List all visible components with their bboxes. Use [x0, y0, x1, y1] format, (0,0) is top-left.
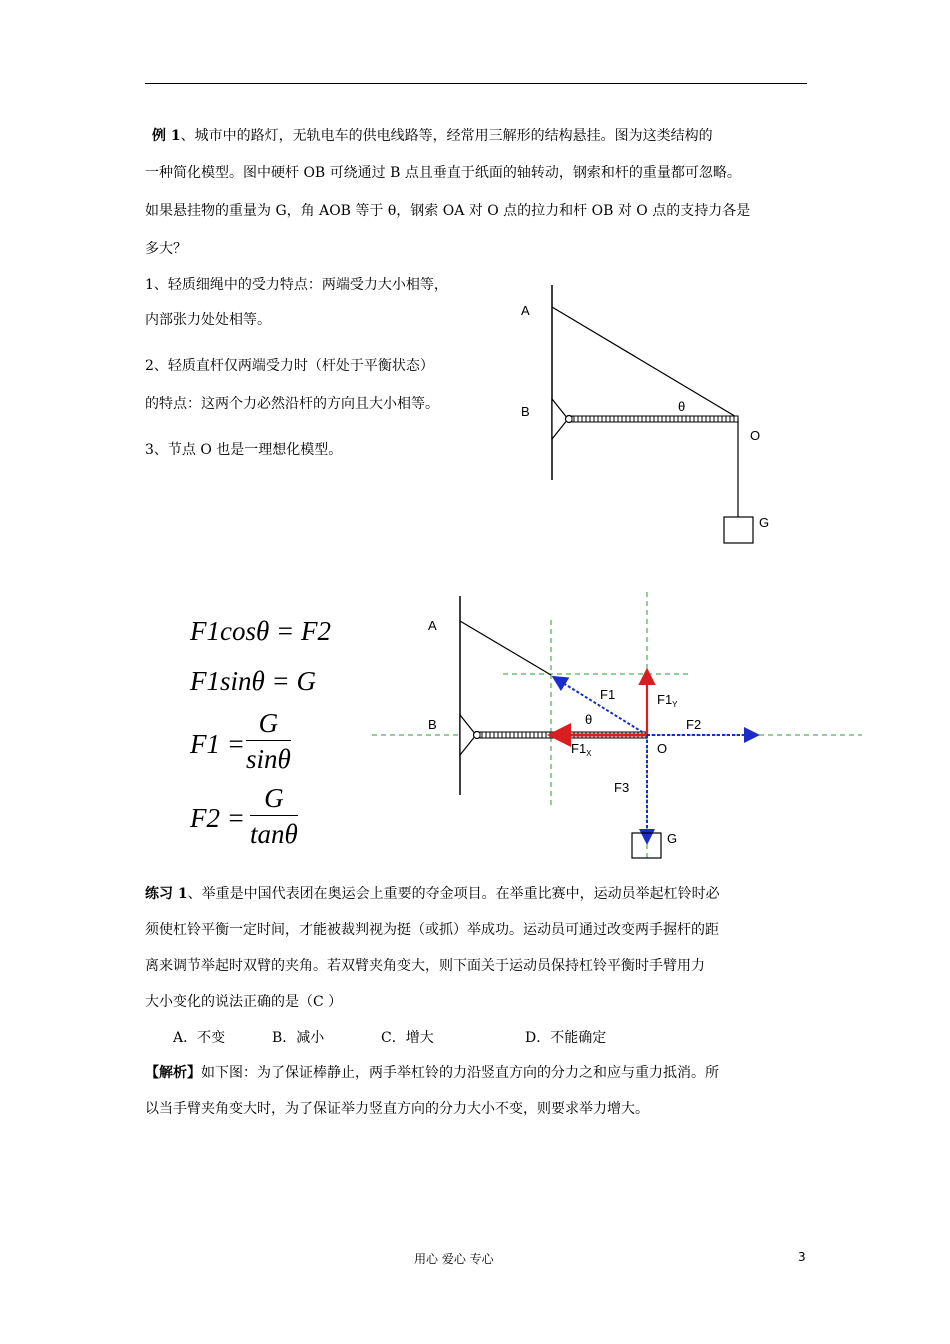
- note1-line2: 内部张力处处相等。: [145, 312, 271, 328]
- exercise1-text1: 、举重是中国代表团在奥运会上重要的夺金项目。在举重比赛中，运动员举起杠铃时必: [187, 886, 720, 902]
- example1-line1: [152, 126, 713, 146]
- label-g: G: [759, 515, 770, 530]
- hinge-pin-2: [474, 732, 481, 739]
- label-theta-2: θ: [585, 712, 593, 727]
- label-f3: F3: [614, 780, 630, 795]
- equation-3-fraction: [246, 708, 291, 775]
- example1-line3: 如果悬挂物的重量为 G，角 AOB 等于 θ，钢索 OA 对 O 点的拉力和杆 OB 对 O 点的支持力各是: [145, 203, 751, 219]
- cable-oa-2: [460, 621, 551, 675]
- label-o-2: O: [657, 741, 668, 756]
- footer-center: 用心 爱心 专心: [414, 1252, 494, 1266]
- label-a: A: [521, 303, 530, 318]
- equation-1: F1cosθ = F2: [190, 616, 331, 646]
- label-b: B: [521, 404, 530, 419]
- equation-3-lhs: F1 =: [190, 729, 245, 759]
- equation-4-numerator: G: [250, 783, 298, 816]
- label-a-2: A: [428, 618, 437, 633]
- hinge-pin: [566, 416, 573, 423]
- exercise1-line2: 须使杠铃平衡一定时间，才能被裁判视为挺（或抓）举成功。运动员可通过改变两手握杆的距: [145, 922, 719, 938]
- note2-line2: 的特点：这两个力必然沿杆的方向且大小相等。: [145, 396, 439, 412]
- label-f1y: [657, 692, 678, 709]
- equation-3-numerator: G: [246, 708, 291, 741]
- diagram-2: [370, 590, 865, 865]
- note3: 3、节点 O 也是一理想化模型。: [145, 442, 343, 458]
- example1-line4: 多大？: [145, 241, 187, 257]
- label-b-2: B: [428, 717, 437, 732]
- exercise1-line4: 大小变化的说法正确的是（C ）: [145, 994, 343, 1010]
- exercise1-line1: [145, 884, 720, 904]
- label-f1x-main: F1: [571, 741, 587, 756]
- diagram-1: [505, 285, 795, 560]
- header-rule: [145, 83, 807, 84]
- label-theta: θ: [678, 399, 686, 414]
- guide-lines: [372, 592, 862, 858]
- label-f1x-sub: X: [586, 749, 592, 758]
- exercise1-label: 练习 1: [145, 886, 188, 902]
- label-f1y-sub: Y: [672, 700, 678, 709]
- page-number: 3: [798, 1250, 806, 1264]
- analysis-text1: 如下图：为了保证棒静止，两手举杠铃的力沿竖直方向的分力之和应与重力抵消。所: [201, 1065, 719, 1081]
- note1-line1: 1、轻质细绳中的受力特点：两端受力大小相等，: [145, 277, 448, 293]
- example1-text1: 、城市中的路灯，无轨电车的供电线路等，经常用三解形的结构悬挂。图为这类结构的: [180, 128, 713, 144]
- label-f1x: [571, 741, 592, 758]
- label-f1y-main: F1: [657, 692, 673, 707]
- rod-ob: [572, 416, 738, 422]
- analysis-line1: [145, 1063, 719, 1083]
- weight-box: [724, 517, 753, 543]
- label-g-2: G: [667, 831, 678, 846]
- option-a: A．不变: [173, 1030, 226, 1046]
- exercise1-line3: 离来调节举起时双臂的夹角。若双臂夹角变大，则下面关于运动员保持杠铃平衡时手臂用力: [145, 958, 705, 974]
- equation-2: F1sinθ = G: [190, 666, 316, 696]
- equation-4-lhs: F2 =: [190, 803, 245, 833]
- option-b: B．减小: [272, 1030, 325, 1046]
- example1-label: 例 1: [152, 128, 181, 144]
- analysis-line2: 以当手臂夹角变大时，为了保证举力竖直方向的分力大小不变，则要求举力增大。: [145, 1101, 649, 1117]
- label-o: O: [750, 428, 761, 443]
- equation-3-denominator: sinθ: [246, 744, 291, 774]
- option-d: D．不能确定: [525, 1030, 607, 1046]
- note2-line1: 2、轻质直杆仅两端受力时（杆处于平衡状态）: [145, 358, 434, 374]
- analysis-label: 【解析】: [145, 1065, 201, 1081]
- label-f2: F2: [686, 717, 702, 732]
- equation-4-fraction: [250, 783, 298, 850]
- example1-line2: 一种简化模型。图中硬杆 OB 可绕通过 B 点且垂直于纸面的轴转动，钢索和杆的重量都可忽略。: [145, 165, 741, 181]
- option-c: C．增大: [381, 1030, 434, 1046]
- equation-4-denominator: tanθ: [250, 819, 298, 849]
- label-f1: F1: [600, 687, 616, 702]
- cable-oa: [552, 307, 738, 418]
